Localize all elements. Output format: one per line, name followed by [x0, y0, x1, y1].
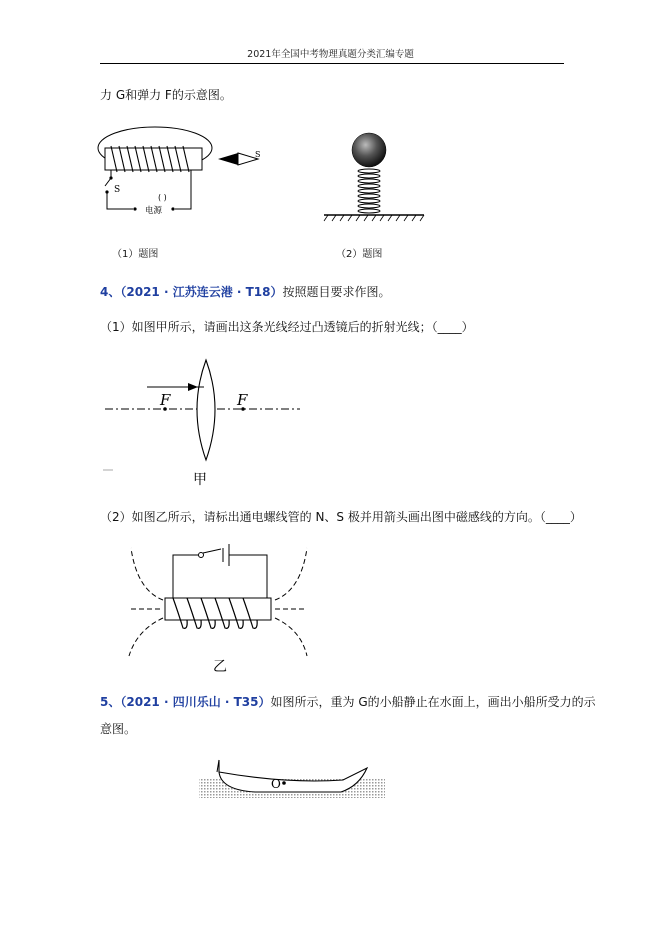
question-5-number: 5、	[100, 695, 121, 709]
switch-label: S	[114, 185, 121, 195]
question-5-stem	[100, 694, 596, 710]
boat-on-water-figure	[195, 752, 390, 802]
page-header-title: 2021年全国中考物理真题分类汇编专题	[247, 49, 414, 60]
previous-question-text: 力 G和弹力 F的示意图。	[100, 88, 232, 102]
focus-label-right: F	[237, 391, 248, 409]
figure-jia-caption: 甲	[193, 472, 207, 488]
energized-solenoid-figure	[95, 538, 335, 673]
question-4-stem	[100, 284, 391, 300]
question-4-part-2: （2）如图乙所示，请标出通电螺线管的 N、S 极并用箭头画出图中磁感线的方向。（____）	[100, 510, 582, 524]
figure-2-caption: （2）题图	[336, 249, 383, 260]
question-4-text: 按照题目要求作图。	[282, 285, 391, 299]
boat-center-label: O	[271, 777, 281, 791]
question-5-source-close: ）	[258, 695, 271, 709]
question-4-source-open: （	[120, 285, 127, 299]
question-5-stem-line-2: 意图。	[100, 722, 137, 736]
needle-s-label: S	[255, 150, 261, 159]
question-5-text: 如图所示，重为 G的小船静止在水面上，画出小船所受力的示	[270, 695, 596, 709]
question-4-part-1: （1）如图甲所示，请画出这条光线经过凸透镜后的折射光线；（____）	[100, 320, 474, 334]
convex-lens-figure	[95, 352, 320, 487]
question-4-source: 2021 · 江苏连云港 · T18	[126, 285, 271, 299]
header-rule	[100, 63, 564, 64]
ball-spring-figure	[320, 128, 430, 228]
source-paren: ( )	[158, 193, 167, 202]
figure-1-caption: （1）题图	[112, 249, 159, 260]
question-4-number: 4、	[100, 285, 121, 299]
question-4-source-close: ）	[270, 285, 283, 299]
figure-yi-caption: 乙	[213, 659, 227, 675]
focus-label-left: F	[160, 391, 171, 409]
source-label: 电源	[145, 206, 163, 216]
solenoid-circuit-figure	[95, 120, 285, 220]
question-5-source: 2021 · 四川乐山 · T35	[126, 695, 259, 709]
question-5-source-open: （	[120, 695, 127, 709]
